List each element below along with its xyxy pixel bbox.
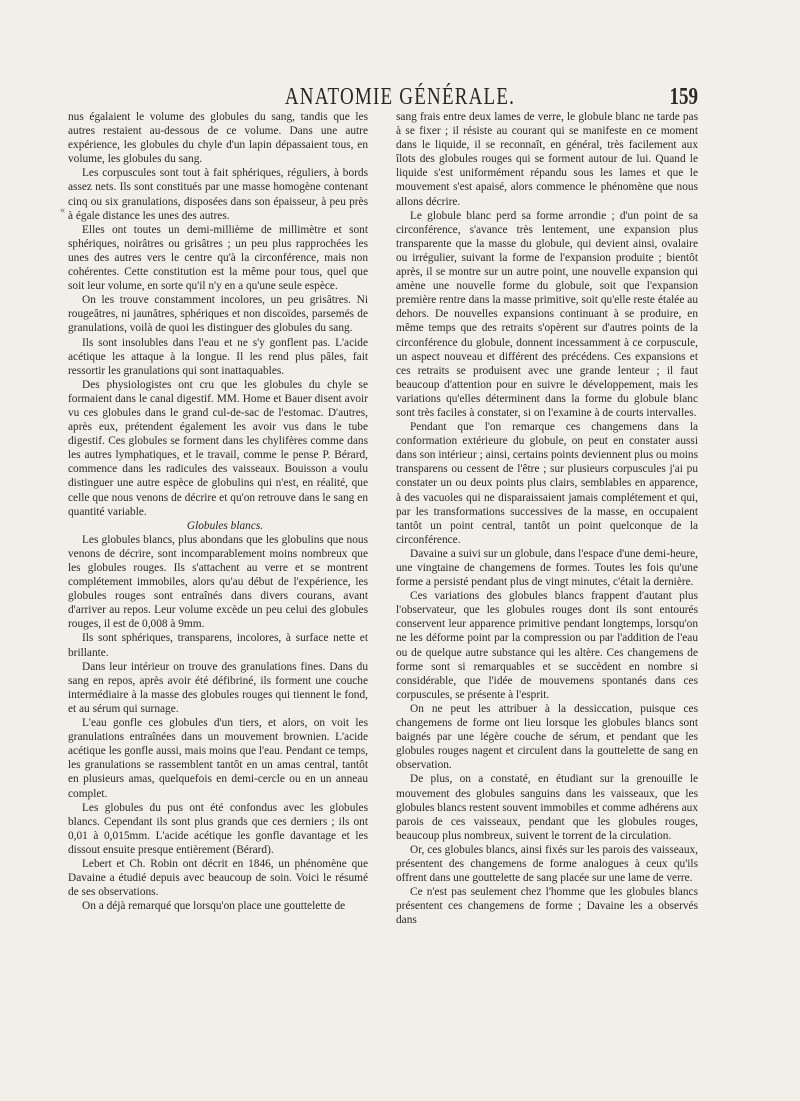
paragraph: L'eau gonfle ces globules d'un tiers, et alors, on voit les granulations entraînées dans un mouvement brownien. L'acide acétique les gonfle aussi, mais moins que l'eau. Pendant ce temps, les granulations se rassemblent tantôt en un amas central, tantôt en plusieurs amas, quelquefois en demi-cercle ou en un anneau complet. (68, 717, 368, 800)
paragraph: Les corpuscules sont tout à fait sphériques, réguliers, à bords assez nets. Ils sont constitués par une masse homogène contenant cinq ou six granulations, disposées dans son épaisseur, à peu près à égale distance les unes des autres. (68, 167, 368, 222)
paragraph: Davaine a suivi sur un globule, dans l'espace d'une demi-heure, une vingtaine de changemens de formes. Toutes les fois qu'une forme a persisté pendant plus de vingt minutes, c'était la dernière. (396, 547, 698, 589)
paragraph: Dans leur intérieur on trouve des granulations fines. Dans du sang en repos, après avoir été défibriné, ils forment une couche intermédiaire à la masse des globules rouges qui tiennent le fond, et au sérum qui surnage. (68, 660, 368, 715)
paragraph: Ces variations des globules blancs frappent d'autant plus l'observateur, que les globules rouges dont ils sont entourés conservent leur apparence primitive pendant longtemps, lorsqu'on ne les déforme point par la compression ou par l'addition de l'eau ou de quelque autre substance qui les altère. Ces changemens de forme sont si remarquables et se succèdent en nombre si considérable, que l'idée de mouvemens spontanés dans ces corpuscules, se présente à l'esprit. (396, 590, 698, 701)
paragraph: Le globule blanc perd sa forme arrondie ; d'un point de sa circonférence, s'avance très lentement, une expansion plus transparente que la masse du globule, qui devient ainsi, ovalaire ou irrégulier, suivant la forme de l'expansion produite ; bientôt après, il se montre sur un autre point, une nouvelle expansion qui amène une nouvelle forme du globule, soit que l'expansion première rentre dans la masse primitive, soit qu'elle reste étalée au dehors. De nouvelles expansions continuant à se produire, en même temps que des retraits s'opèrent sur d'autres points de la circonférence du globule, donnent incessamment à ce corpuscule, un aspect nouveau et différent des précédens. Ces expansions et ces retraits se produisent avec une grande lenteur ; il faut beaucoup d'attention pour en suivre le développement, mais les variations qu'elles déterminent dans la forme du globule blanc sont très faciles à constater, si on l'examine à de courts intervalles. (396, 209, 698, 419)
page-number: 159 (669, 84, 698, 111)
margin-mark: « (60, 205, 65, 216)
paragraph: On a déjà remarqué que lorsqu'on place une gouttelette de (82, 900, 346, 913)
paragraph: On les trouve constamment incolores, un peu grisâtres. Ni rougeâtres, ni jaunâtres, sphériques et non discoïdes, parsemés de granulations, voilà de quoi les distinguer des globules du sang. (68, 294, 368, 335)
paragraph: Les globules blancs, plus abondans que les globulins que nous venons de décrire, sont incomparablement moins nombreux que les globules rouges. Ils s'attachent au verre et se montrent complétement immobiles, alors qu'au début de l'expérience, les globules rouges sont entraînés dans divers courans, avant d'arriver au repos. Leur volume excède un peu celui des globules rouges, il est de 0,008 à 9mm. (68, 533, 368, 631)
paragraph: On ne peut les attribuer à la dessiccation, puisque ces changemens de forme ont lieu lorsque les globules blancs sont baignés par une légère couche de sérum, et pendant que les globules rouges nagent et circulent dans la gouttelette de sang en observation. (396, 702, 698, 772)
left-column (68, 110, 368, 913)
paragraph: Des physiologistes ont cru que les globules du chyle se formaient dans le canal digestif. MM. Home et Bauer disent avoir vu ces globules dans le grand cul-de-sac de l'estomac. D'autres, après eux, prétendent également les avoir vus dans le tube digestif. Ces globules se forment dans les chylifères comme dans les autres lymphatiques, et le travail, comme le pense P. Bérard, commence dans les radicules des vaisseaux. Bouisson a voulu distinguer une autre espèce de globulins qui n'est, en réalité, que celle que nous venons de décrire et qu'on retrouve dans le sang en quantité variable. (68, 378, 368, 518)
section-title: Globules blancs. (186, 519, 264, 532)
paragraph: Ce n'est pas seulement chez l'homme que les globules blancs présentent ces changemens de forme ; Davaine les a observés dans (396, 886, 698, 927)
paragraph: sang frais entre deux lames de verre, le globule blanc ne tarde pas à se fixer ; il résiste au courant qui se manifeste en ce moment dans le liquide, il se reconnaît, en général, très facilement aux îlots des globules rouges qui se forment autour de lui. Quand le liquide s'est uniformément répandu sous les lames et que le mouvement s'est apaisé, alors commence le phénomène que nous allons décrire. (396, 111, 698, 208)
paragraph: nus égalaient le volume des globules du sang, tandis que les autres restaient au-dessous de ce volume. Dans une autre expérience, les globules du chyle d'un lapin dépassaient tous, en volume, les globules du sang. (68, 111, 368, 166)
running-title: ANATOMIE GÉNÉRALE. (284, 84, 516, 111)
paragraph: Lebert et Ch. Robin ont décrit en 1846, un phénomène que Davaine a étudié depuis avec beaucoup de soin. Voici le résumé de ses observations. (68, 857, 368, 899)
paragraph: Elles ont toutes un demi-millième de millimètre et sont sphériques, noirâtres ou grisâtres ; un peu plus rapprochées les unes des autres vers le centre qu'à la circonférence, mais non cohérentes. Cette constitution est la même pour tous, quel que soit leur volume, en sorte qu'il n'y en a qu'une seule espèce. (68, 223, 368, 293)
paragraph: De plus, on a constaté, en étudiant sur la grenouille le mouvement des globules sanguins dans les vaisseaux, que les globules blancs restent souvent immobiles et comme adhérens aux parois de ces vaisseaux, pendant que les globules rouges, beaucoup plus nombreux, suivent le torrent de la circulation. (396, 773, 698, 842)
paragraph: Ils sont insolubles dans l'eau et ne s'y gonflent pas. L'acide acétique les attaque à la longue. Il les rend plus pâles, fait ressortir les granulations qui sont inattaquables. (68, 336, 368, 377)
paragraph: Ils sont sphériques, transparens, incolores, à surface nette et brillante. (68, 632, 368, 659)
paragraph: Or, ces globules blancs, ainsi fixés sur les parois des vaisseaux, présentent des changemens de forme analogues à ceux qu'ils offrent dans une gouttelette de sang placée sur une lame de verre. (396, 843, 698, 885)
paragraph: Pendant que l'on remarque ces changemens dans la conformation extérieure du globule, on peut en constater aussi dans son intérieur ; ainsi, certains points deviennent plus ou moins transparens ou cessent de l'être ; sur plusieurs corpuscules j'ai pu constater un ou deux points plus clairs, semblables en apparence, à des vacuoles qui ne disparaissaient jamais complétement et qui, par les transformations successives de la masse, en occupaient tantôt un point central, tantôt un point quelconque de la circonférence. (396, 421, 698, 546)
right-column (396, 110, 698, 927)
paragraph: Les globules du pus ont été confondus avec les globules blancs. Cependant ils sont plus grands que ces derniers ; ils ont 0,01 à 0,015mm. L'acide acétique les gonfle davantage et les dissout ensuite presque entièrement (Bérard). (68, 801, 368, 856)
